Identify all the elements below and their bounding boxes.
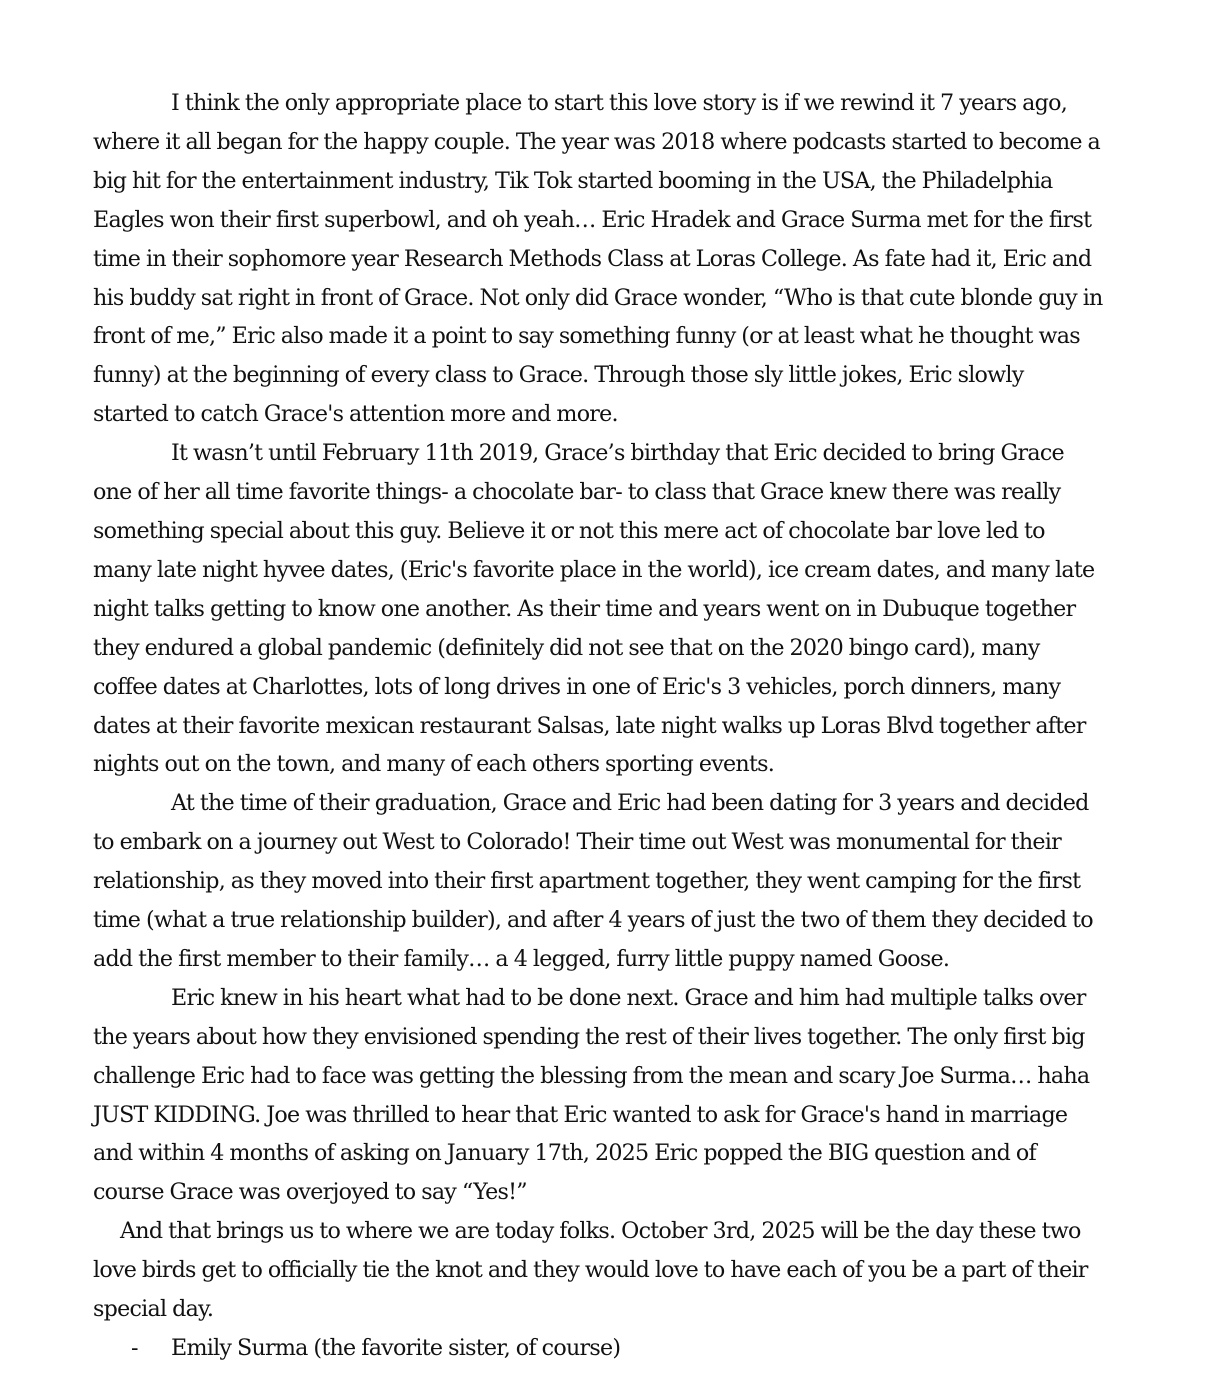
story-paragraph-1: I think the only appropriate place to start this love story is if we rewind it 7 years ago, where it all began for the happy couple. The year was 2018 where podcasts started to become a big hit for the entertainment industry, Tik Tok started booming in the USA, the Philadelphia Eagles won their first superbowl, and oh yeah… Eric Hradek and Grace Surma met for the first time in their sophomore year Research Methods Class at Loras College. As fate had it, Eric and his buddy sat right in front of Grace. Not only did Grace wonder, “Who is that cute blonde guy in front of me,” Eric also made it a point to say something funny (or at least what he thought was funny) at the beginning of every class to Grace. Through those sly little jokes, Eric slowly started to catch Grace's attention more and more. — [93, 90, 1103, 428]
story-paragraph-2: It wasn’t until February 11th 2019, Grace’s birthday that Eric decided to bring Grace one of her all time favorite things- a chocolate bar- to class that Grace knew there was really something special about this guy. Believe it or not this mere act of chocolate bar love led to many late night hyvee dates, (Eric's favorite place in the world), ice cream dates, and many late night talks getting to know one another. As their time and years went on in Dubuque together they endured a global pandemic (definitely did not see that on the 2020 bingo card), many coffee dates at Charlottes, lots of long drives in one of Eric's 3 vehicles, porch dinners, many dates at their favorite mexican restaurant Salsas, late night walks up Loras Blvd together after nights out on the town, and many of each others sporting events. — [93, 440, 1095, 778]
closing-paragraph: And that brings us to where we are today folks. October 3rd, 2025 will be the day these two love birds get to officially tie the knot and they would love to have each of you be a part of their special day. — [93, 1218, 1088, 1323]
document-body — [93, 84, 1103, 1368]
signoff-bullet: - — [131, 1335, 138, 1361]
story-paragraph-4: Eric knew in his heart what had to be done next. Grace and him had multiple talks over the years about how they envisioned spending the rest of their lives together. The only first big challenge Eric had to face was getting the blessing from the mean and scary Joe Surma… haha JUST KIDDING. Joe was thrilled to hear that Eric wanted to ask for Grace's hand in marriage and within 4 months of asking on January 17th, 2025 Eric popped the BIG question and of course Grace was overjoyed to say “Yes!” — [93, 984, 1090, 1206]
author-signoff — [93, 1329, 1103, 1368]
signoff-author: Emily Surma (the favorite sister, of course) — [171, 1335, 621, 1361]
story-paragraph-3: At the time of their graduation, Grace and Eric had been dating for 3 years and decided to embark on a journey out West to Colorado! Their time out West was monumental for their relationship, as they moved into their first apartment together, they went camping for the first time (what a true relationship builder), and after 4 years of just the two of them they decided to add the first member to their family… a 4 legged, furry little puppy named Goose. — [93, 790, 1093, 972]
